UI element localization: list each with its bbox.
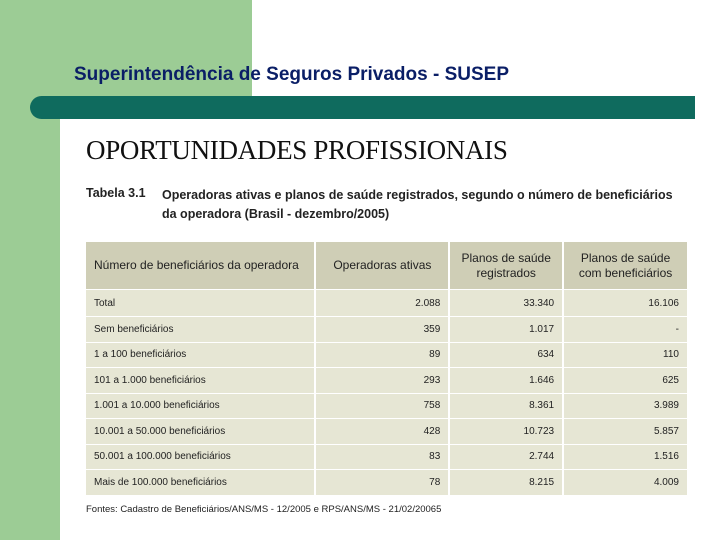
table-cell: 8.361 (449, 393, 563, 419)
data-table (86, 242, 689, 496)
table-cell: 428 (315, 419, 449, 445)
table-cell: 89 (315, 342, 449, 368)
table-caption: Operadoras ativas e planos de saúde registrados, segundo o número de beneficiários da operadora (Brasil - dezembro/2005) (162, 188, 673, 221)
column-header: Planos de saúde com beneficiários (563, 242, 688, 290)
table-cell: 78 (315, 470, 449, 496)
slide-title: OPORTUNIDADES PROFISSIONAIS (86, 135, 508, 165)
row-label: 101 a 1.000 beneficiários (86, 368, 315, 394)
table-cell: 16.106 (563, 290, 688, 317)
table-source-note: Fontes: Cadastro de Beneficiários/ANS/MS - 12/2005 e RPS/ANS/MS - 21/02/20065 (86, 504, 442, 515)
table-label: Tabela 3.1 (86, 186, 146, 200)
left-green-strip (0, 0, 60, 540)
table-cell: 8.215 (449, 470, 563, 496)
table-row (86, 393, 688, 419)
row-label: 50.001 a 100.000 beneficiários (86, 444, 315, 470)
table-cell: 1.516 (563, 444, 688, 470)
table-row (86, 419, 688, 445)
table-row (86, 342, 688, 368)
column-header: Operadoras ativas (315, 242, 449, 290)
column-header: Planos de saúde registrados (449, 242, 563, 290)
table-header-row (86, 242, 688, 290)
row-label: 10.001 a 50.000 beneficiários (86, 419, 315, 445)
table-cell: 4.009 (563, 470, 688, 496)
row-label: Mais de 100.000 beneficiários (86, 470, 315, 496)
header-divider-bar (30, 96, 695, 119)
table-cell: 1.646 (449, 368, 563, 394)
table-cell: 83 (315, 444, 449, 470)
table-row (86, 317, 688, 343)
table-cell: - (563, 317, 688, 343)
table-row (86, 470, 688, 496)
table-cell: 625 (563, 368, 688, 394)
table-cell: 33.340 (449, 290, 563, 317)
row-label: 1.001 a 10.000 beneficiários (86, 393, 315, 419)
table-cell: 293 (315, 368, 449, 394)
table-row (86, 368, 688, 394)
table-cell: 758 (315, 393, 449, 419)
row-label: Total (86, 290, 315, 317)
table-cell: 3.989 (563, 393, 688, 419)
table-cell: 5.857 (563, 419, 688, 445)
table-cell: 10.723 (449, 419, 563, 445)
table-cell: 359 (315, 317, 449, 343)
header-title: Superintendência de Seguros Privados - SUSEP (74, 64, 510, 85)
table-cell: 2.088 (315, 290, 449, 317)
table-cell: 1.017 (449, 317, 563, 343)
row-label: Sem beneficiários (86, 317, 315, 343)
row-label: 1 a 100 beneficiários (86, 342, 315, 368)
column-header: Número de beneficiários da operadora (86, 242, 315, 290)
table-row (86, 290, 688, 317)
table-cell: 634 (449, 342, 563, 368)
table-cell: 2.744 (449, 444, 563, 470)
table-row (86, 444, 688, 470)
table-cell: 110 (563, 342, 688, 368)
